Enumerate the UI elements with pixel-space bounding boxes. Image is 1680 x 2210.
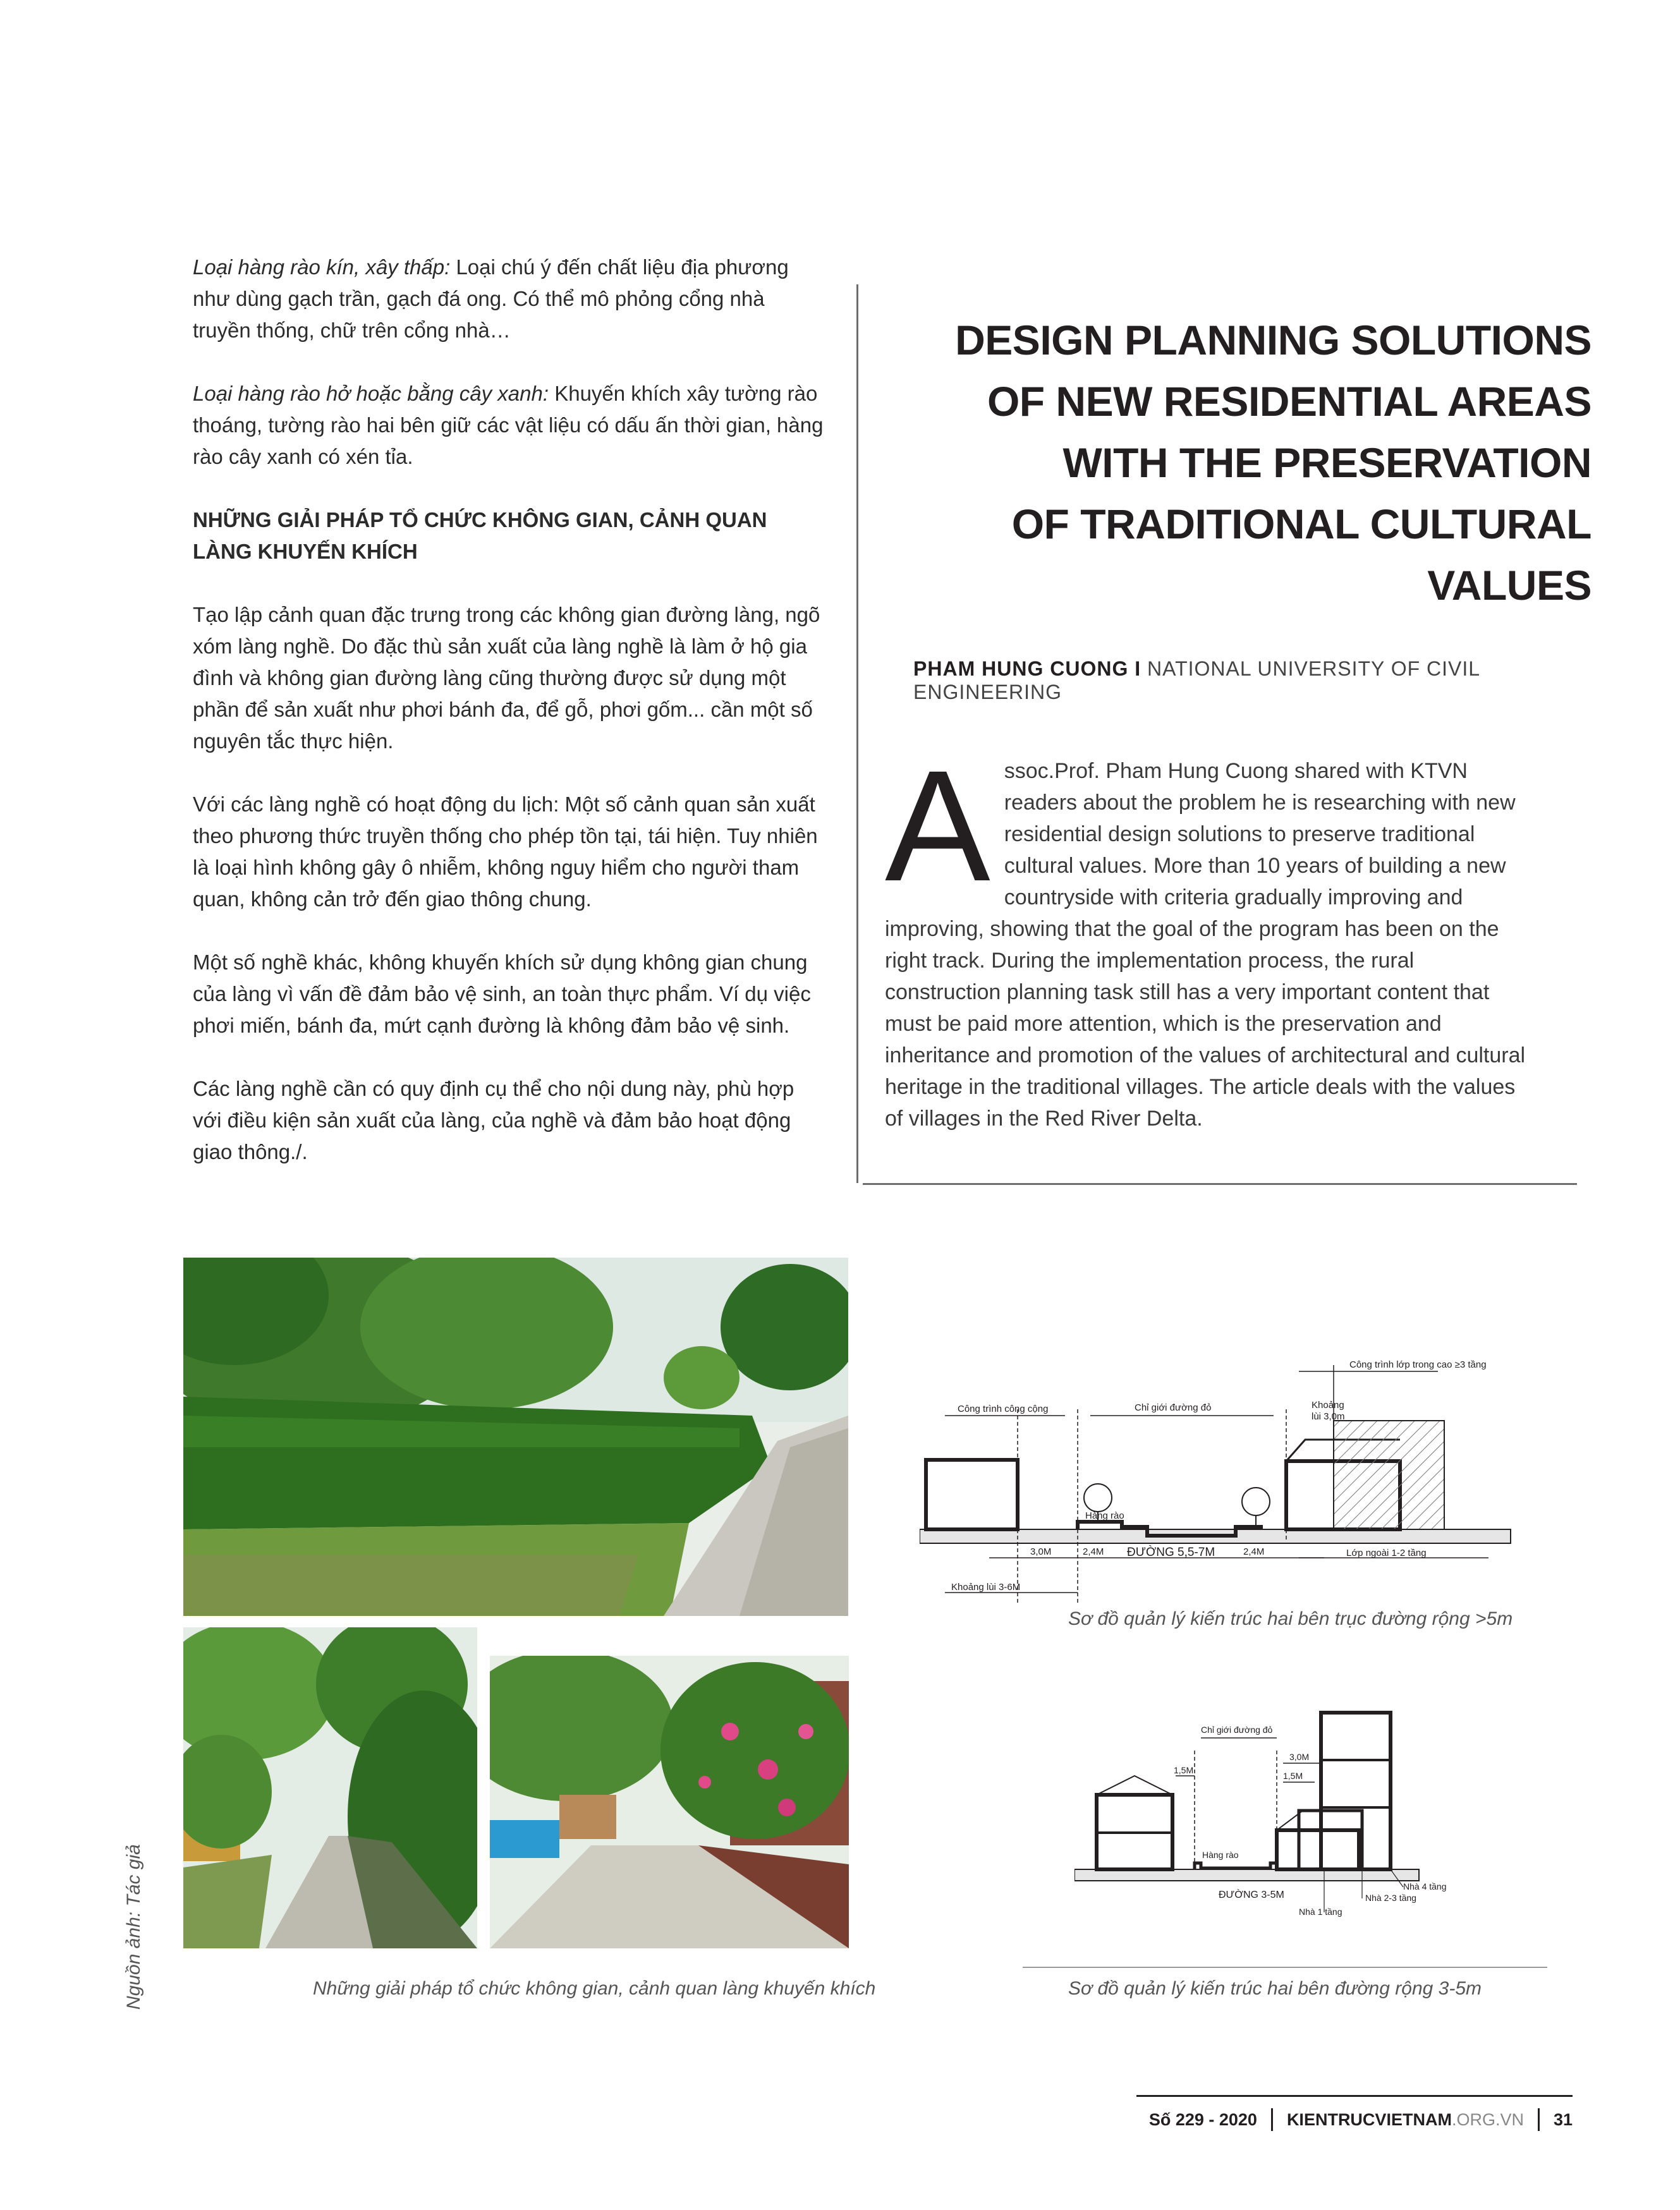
photo-flower-road	[490, 1656, 849, 1948]
author-affiliation: NATIONAL UNIVERSITY OF CIVIL ENGINEERING	[913, 657, 1480, 703]
abstract	[885, 738, 1530, 1134]
footer-separator	[1271, 2108, 1273, 2131]
issue-number: Số 229 - 2020	[1148, 2110, 1257, 2129]
photo-hedge-road	[183, 1258, 848, 1616]
section-heading: NHỮNG GIẢI PHÁP TỔ CHỨC KHÔNG GIAN, CẢNH QUAN LÀNG KHUYẾN KHÍCH	[193, 508, 767, 563]
abstract-rule	[863, 1183, 1577, 1185]
label-inner-layer: Công trình lớp trong cao ≥3 tầng	[1349, 1359, 1487, 1370]
diagram-road-3-5m	[1074, 1700, 1485, 1953]
diagram-road-over-5m	[920, 1340, 1526, 1605]
page-number: 31	[1553, 2110, 1573, 2129]
page-footer	[1136, 2095, 1573, 2131]
label-public-building: Công trình công cộng	[958, 1404, 1049, 1414]
caption-photos: Những giải pháp tổ chức không gian, cảnh quan làng khuyến khích	[313, 1978, 876, 1999]
site-domain: .ORG.VN	[1451, 2110, 1524, 2129]
article-title: DESIGN PLANNING SOLUTIONS OF NEW RESIDENTIAL AREAS WITH THE PRESERVATION OF TRADITIONAL CULTURAL VALUES	[955, 317, 1592, 609]
footer-separator-2	[1538, 2108, 1540, 2131]
label-fence: Hàng rào	[1085, 1510, 1124, 1521]
dim-1-5m-a: 1,5M	[1174, 1765, 1194, 1775]
dim-3m-2: 3,0M	[1289, 1752, 1310, 1762]
label-2-3-storey: Nhà 2-3 tầng	[1365, 1893, 1416, 1903]
paragraph-tourism: Với các làng nghề có hoạt động du lịch: Một số cảnh quan sản xuất theo phương thức truyền thống cho phép tồn tại, tái hiện. Tuy nhiên là loại hình không gây ô nhiễm, không nguy hiểm cho người tham quan, không cản trở đến giao thông chung.	[193, 792, 818, 911]
caption-diagram-2: Sơ đồ quản lý kiến trúc hai bên đường rộng 3-5m	[1068, 1978, 1482, 1999]
site-name: KIENTRUCVIETNAM	[1286, 2110, 1452, 2129]
dim-3m: 3,0M	[1030, 1546, 1052, 1557]
author-line	[913, 657, 1590, 704]
caption-diagram-1: Sơ đồ quản lý kiến trúc hai bên trục đường rộng >5m	[1068, 1608, 1513, 1629]
dim-1-5m-b: 1,5M	[1283, 1771, 1303, 1781]
left-column	[193, 252, 825, 1199]
paragraph-regulations: Các làng nghề cần có quy định cụ thể cho nội dung này, phù hợp với điều kiện sản xuất của làng, của nghề và đảm bảo hoạt động giao thông./.	[193, 1077, 794, 1163]
label-setback-3-6m: Khoảng lùi 3-6M	[951, 1582, 1021, 1593]
author-name: PHAM HUNG CUONG I	[913, 657, 1141, 680]
label-road-5-7m: ĐƯỜNG 5,5-7M	[1127, 1546, 1215, 1559]
label-road-3-5m: ĐƯỜNG 3-5M	[1219, 1890, 1284, 1900]
label-fence-2: Hàng rào	[1202, 1850, 1239, 1860]
drop-cap: A	[885, 738, 990, 914]
dim-2-4m-left: 2,4M	[1083, 1546, 1104, 1557]
label-red-line: Chỉ giới đường đỏ	[1135, 1402, 1212, 1413]
abstract-text: ssoc.Prof. Pham Hung Cuong shared with KTVN readers about the problem he is researching with new residential design solutions to preserve traditional cultural values. More than 10 years of building a new countryside with criteria gradually improving and improving, showing that the goal of the program has been on the right track. During the implementation process, the rural construction planning task still has a very important content that must be paid more attention, which is the preservation and inheritance and promotion of the values of architectural and cultural heritage in the traditional villages. The article deals with the values of villages in the Red River Delta.	[885, 759, 1526, 1131]
paragraph-open-fence: Loại hàng rào hở hoặc bằng cây xanh: Khuyến khích xây tường rào thoáng, tường rào hai bên giữ các vật liệu có dấu ấn thời gian, hàng rào cây xanh có xén tỉa.	[193, 382, 824, 468]
dim-2-4m-right: 2,4M	[1243, 1546, 1265, 1557]
paragraph-landscape: Tạo lập cảnh quan đặc trưng trong các không gian đường làng, ngõ xóm làng nghề. Do đặc thù sản xuất của làng nghề là làm ở hộ gia đình và không gian đường làng cũng thường được sử dụng một phần để sản xuất như phơi bánh đa, để gỗ, phơi gốm... cần một số nguyên tắc thực hiện.	[193, 603, 820, 753]
label-1-storey: Nhà 1 tầng	[1299, 1907, 1342, 1917]
paragraph-closed-fence: Loại hàng rào kín, xây thấp: Loại chú ý đến chất liệu địa phương như dùng gạch trần, gạch đá ong. Có thể mô phỏng cổng nhà truyền thống, chữ trên cổng nhà…	[193, 255, 789, 342]
label-4-storey: Nhà 4 tầng	[1403, 1881, 1447, 1891]
diagram-divider	[1023, 1967, 1547, 1968]
column-divider	[856, 284, 858, 1183]
photo-palm-alley	[183, 1627, 477, 1948]
paragraph-other-trades: Một số nghề khác, không khuyến khích sử dụng không gian chung của làng vì vấn đề đảm bảo vệ sinh, an toàn thực phẩm. Ví dụ việc phơi miến, bánh đa, mứt cạnh đường là không đảm bảo vệ sinh.	[193, 950, 811, 1037]
label-red-line-2: Chỉ giới đường đỏ	[1201, 1725, 1273, 1735]
label-setback-value: lùi 3,0m	[1312, 1411, 1345, 1422]
photo-credit: Nguồn ảnh: Tác giả	[123, 1844, 144, 2010]
label-outer-layer: Lớp ngoài 1-2 tầng	[1346, 1548, 1427, 1558]
label-setback: Khoảng	[1312, 1400, 1344, 1411]
